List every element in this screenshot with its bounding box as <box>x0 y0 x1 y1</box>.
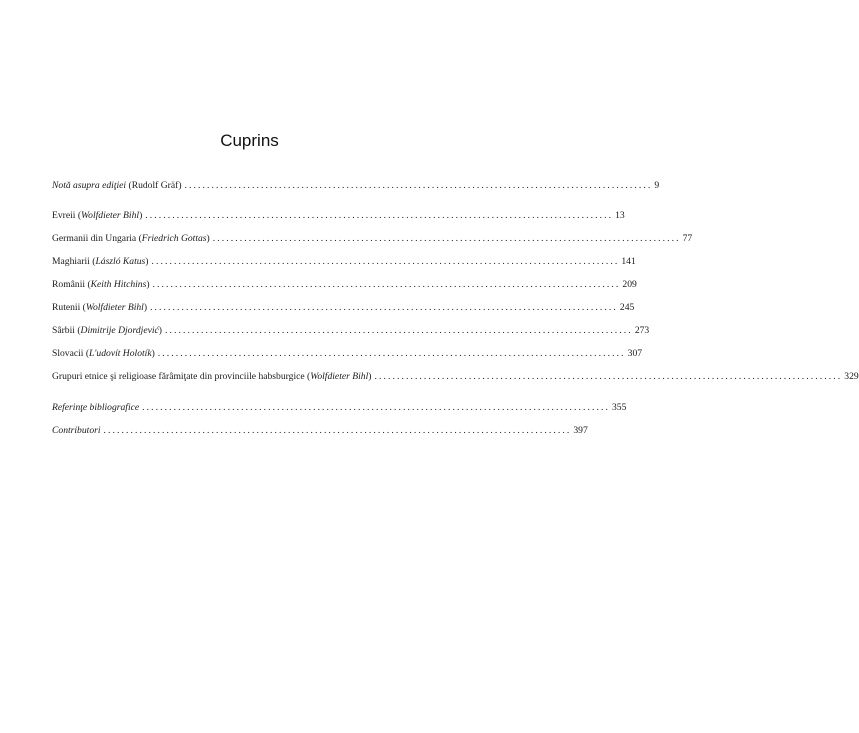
toc-entry-title: Slovacii <box>52 348 84 359</box>
toc-author-open: ( <box>126 180 132 191</box>
toc-entry-author: Wolfdieter Bihl <box>310 371 369 382</box>
toc-entry[interactable] <box>52 325 650 337</box>
toc-page-number: 397 <box>573 425 588 436</box>
dot-leader: ........................................................................................................ <box>150 302 618 313</box>
toc-entry-author: László Katus <box>95 256 146 267</box>
toc-author-open: ( <box>83 348 90 359</box>
toc-entry[interactable] <box>52 279 637 291</box>
dot-leader: ........................................................................................................ <box>151 256 620 267</box>
toc-entry-text <box>52 302 147 314</box>
toc-author-open: ( <box>304 371 311 382</box>
toc-author-open: ( <box>74 325 81 336</box>
dot-leader: ........................................................................................................ <box>142 402 610 413</box>
toc-entry-text <box>52 425 101 437</box>
toc-entry-text <box>52 279 150 291</box>
toc-page-number: 355 <box>611 402 627 413</box>
toc-entry[interactable] <box>52 233 693 245</box>
toc-entry-title: Maghiarii <box>52 256 90 267</box>
dot-leader: ........................................................................................................ <box>184 180 653 191</box>
toc-author-close: ) <box>139 210 143 221</box>
toc-page-number: 13 <box>615 210 625 221</box>
toc-entry-author: Friedrich Gottas <box>141 233 207 244</box>
toc-author-open: ( <box>85 279 91 290</box>
toc-author-close: ) <box>143 302 148 313</box>
toc-entry-text <box>52 402 139 414</box>
toc-entry-text <box>52 325 162 337</box>
dot-leader: ........................................................................................................ <box>374 371 843 382</box>
dot-leader: ........................................................................................................ <box>152 279 621 290</box>
dot-leader: ........................................................................................................ <box>145 210 614 221</box>
toc-entry-author: Rudolf Gräf <box>131 180 179 191</box>
toc-author-close: ) <box>158 325 162 336</box>
toc-entry[interactable] <box>52 402 627 414</box>
dot-leader: ........................................................................................................ <box>157 348 626 359</box>
dot-leader: ........................................................................................................ <box>164 325 633 336</box>
toc-author-open: ( <box>89 256 96 267</box>
toc-entry-text <box>52 348 155 360</box>
table-of-contents <box>52 180 859 437</box>
toc-author-close: ) <box>368 371 372 382</box>
toc-entry-title: Contributori <box>52 425 101 436</box>
toc-entry[interactable] <box>52 180 660 192</box>
toc-entry-title: Referinţe bibliografice <box>52 402 140 413</box>
toc-entry-title: Sârbii <box>52 325 75 336</box>
toc-author-open: ( <box>80 302 86 313</box>
page-title: Cuprins <box>220 131 279 150</box>
toc-entry[interactable] <box>52 302 635 314</box>
toc-page-number: 307 <box>627 348 643 359</box>
toc-page-number: 141 <box>621 256 636 267</box>
toc-entry-text <box>52 256 149 268</box>
toc-author-close: ) <box>178 180 182 191</box>
toc-author-close: ) <box>151 348 155 359</box>
toc-author-open: ( <box>136 233 142 244</box>
toc-entry-text <box>52 180 182 192</box>
toc-entry-author: Dimitrije Djordjević <box>80 325 159 336</box>
toc-entry-title: Notă asupra ediţiei <box>52 180 127 191</box>
toc-entry-text <box>52 233 210 245</box>
toc-entry-title: Grupuri etnice şi religioase fărâmiţate din provinciile habsburgice <box>52 371 305 382</box>
toc-page-number: 9 <box>654 180 660 191</box>
toc-entry-author: Wolfdieter Bihl <box>81 210 140 221</box>
toc-entry[interactable] <box>52 371 859 383</box>
dot-leader: ........................................................................................................ <box>103 425 572 436</box>
toc-entry-text <box>52 210 142 222</box>
toc-page-number: 245 <box>619 302 635 313</box>
toc-entry-title: Germanii din Ungaria <box>52 233 137 244</box>
toc-entry-author: Keith Hitchins <box>90 279 147 290</box>
toc-entry-title: Rutenii <box>52 302 81 313</box>
toc-entry[interactable] <box>52 425 588 437</box>
dot-leader: ........................................................................................................ <box>212 233 681 244</box>
toc-page-number: 209 <box>622 279 637 290</box>
toc-page-number: 329 <box>844 371 859 382</box>
toc-entry[interactable] <box>52 348 643 360</box>
toc-author-close: ) <box>146 279 150 290</box>
toc-page-number: 77 <box>682 233 693 244</box>
toc-page-number: 273 <box>634 325 650 336</box>
toc-entry-author: Wolfdieter Bihl <box>85 302 144 313</box>
toc-author-close: ) <box>206 233 210 244</box>
toc-entry[interactable] <box>52 256 636 268</box>
toc-author-close: ) <box>145 256 149 267</box>
toc-entry[interactable] <box>52 210 625 222</box>
toc-entry-author: L'udovít Holotík <box>89 348 152 359</box>
toc-entry-text <box>52 371 371 383</box>
toc-entry-title: Evreii <box>52 210 76 221</box>
toc-author-open: ( <box>75 210 82 221</box>
toc-entry-title: Românii <box>52 279 86 290</box>
